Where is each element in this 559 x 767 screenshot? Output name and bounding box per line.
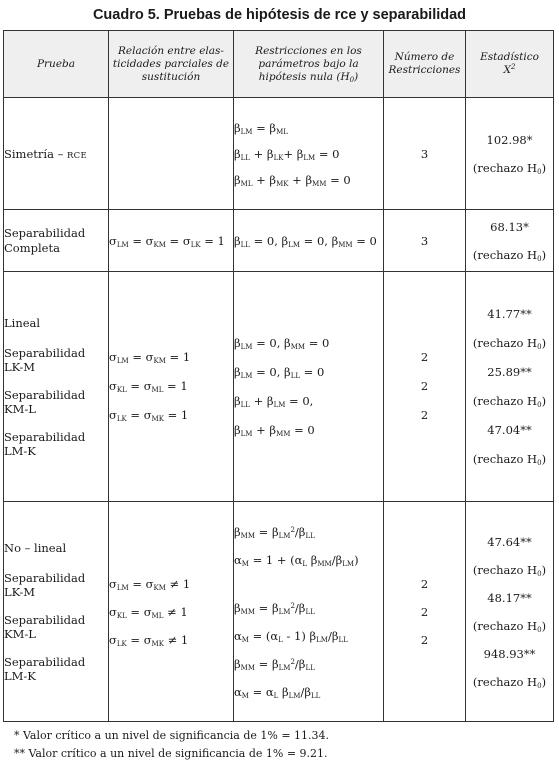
row-nolineal bbox=[4, 502, 554, 722]
nolineal-numero: 2 2 2 bbox=[384, 502, 466, 722]
hypothesis-table bbox=[3, 30, 554, 722]
lineal-estadistico: 41.77** (rechazo $H_0$) 25.89** (rechazo $H_0$) 47.04** (rechazo $H_0$) bbox=[466, 272, 554, 502]
header-numero: Número de Restricciones bbox=[384, 31, 466, 98]
simetria-estadistico: 102.98* (rechazo $H_0$) bbox=[466, 98, 554, 210]
row-lineal bbox=[4, 272, 554, 502]
completa-label: Separabilidad Completa bbox=[4, 210, 109, 272]
lineal-numero: 2 2 2 bbox=[384, 272, 466, 502]
footnotes bbox=[14, 727, 329, 763]
footnote-1: * Valor crítico a un nivel de significancia de 1% = 11.34. bbox=[14, 729, 330, 742]
simetria-label: Simetría – RCE bbox=[4, 98, 109, 210]
nolineal-estadistico: 47.64** (rechazo $H_0$) 48.17** (rechazo $H_0$) 948.93** (rechazo $H_0$) bbox=[466, 502, 554, 722]
header-restricciones: Restricciones en los parámetros bajo la hipótesis nula $(H_0)$ bbox=[234, 31, 384, 98]
footnote-2: ** Valor crítico a un nivel de significancia de 1% = 9.21. bbox=[14, 747, 328, 760]
table-title: Cuadro 5. Pruebas de hipótesis de rce y separabilidad bbox=[92, 7, 467, 23]
lineal-relacion: $\sigma_{LM} = \sigma_{KM} = 1$ $\sigma_{KL} = \sigma_{ML} = 1$ $\sigma_{LK} = \sigma_{MK} = 1$ bbox=[109, 272, 234, 502]
simetria-relacion bbox=[109, 98, 234, 210]
row-simetria bbox=[4, 98, 554, 210]
row-completa bbox=[4, 210, 554, 272]
header-prueba: Prueba bbox=[4, 31, 109, 98]
simetria-numero: 3 bbox=[384, 98, 466, 210]
header-relacion: Relación entre elas- ticidades parciales de sustitución bbox=[109, 31, 234, 98]
header-row bbox=[4, 31, 554, 98]
nolineal-restricciones: $\beta_{MM} = \beta_{LM}^2/\beta_{LL}$ $\alpha_M = 1 + (\alpha_L$ $\beta_{MM}/\beta_{LM}$) $\beta_{MM} = \beta_{LM}^2/\beta_{LL}$ $\alpha_M = (\alpha_L - 1)$ $\beta_{LM}/\beta_{LL}$ $\beta_{MM} = \beta_{LM}^2/\beta_{LL}$ $\alpha_M = \alpha_L$ $\beta_{LM}/\beta_{LL}$ bbox=[234, 502, 384, 722]
lineal-restricciones: $\beta_{LM} = 0$, $\beta_{MM} = 0$ $\beta_{LM} = 0$, $\beta_{LL} = 0$ $\beta_{LL} + \beta_{LM} = 0$, $\beta_{LM} + \beta_{MM} = 0$ bbox=[234, 272, 384, 502]
completa-restricciones: $\beta_{LL} = 0$, $\beta_{LM} = 0$, $\beta_{MM} = 0$ bbox=[234, 210, 384, 272]
completa-numero: 3 bbox=[384, 210, 466, 272]
completa-estadistico: 68.13* (rechazo $H_0$) bbox=[466, 210, 554, 272]
simetria-restricciones: $\beta_{LM} = \beta_{ML}$ $\beta_{LL} + \beta_{LK}+ \beta_{LM} = 0$ $\beta_{ML} + \beta_{MK} + \beta_{MM} = 0$ bbox=[234, 98, 384, 210]
nolineal-label: No – lineal Separabilidad LK-M Separabilidad KM-L Separabilidad LM-K bbox=[4, 502, 109, 722]
lineal-label: Lineal Separabilidad LK-M Separabilidad KM-L Separabilidad LM-K bbox=[4, 272, 109, 502]
completa-relacion: $\sigma_{LM} = \sigma_{KM} = \sigma_{LK} = 1$ bbox=[109, 210, 234, 272]
nolineal-relacion: $\sigma_{LM} = \sigma_{KM} \ne 1$ $\sigma_{KL} = \sigma_{ML} \ne 1$ $\sigma_{LK} = \sigma_{MK} \ne 1$ bbox=[109, 502, 234, 722]
header-estadistico: Estadístico $X^2$ bbox=[466, 31, 554, 98]
